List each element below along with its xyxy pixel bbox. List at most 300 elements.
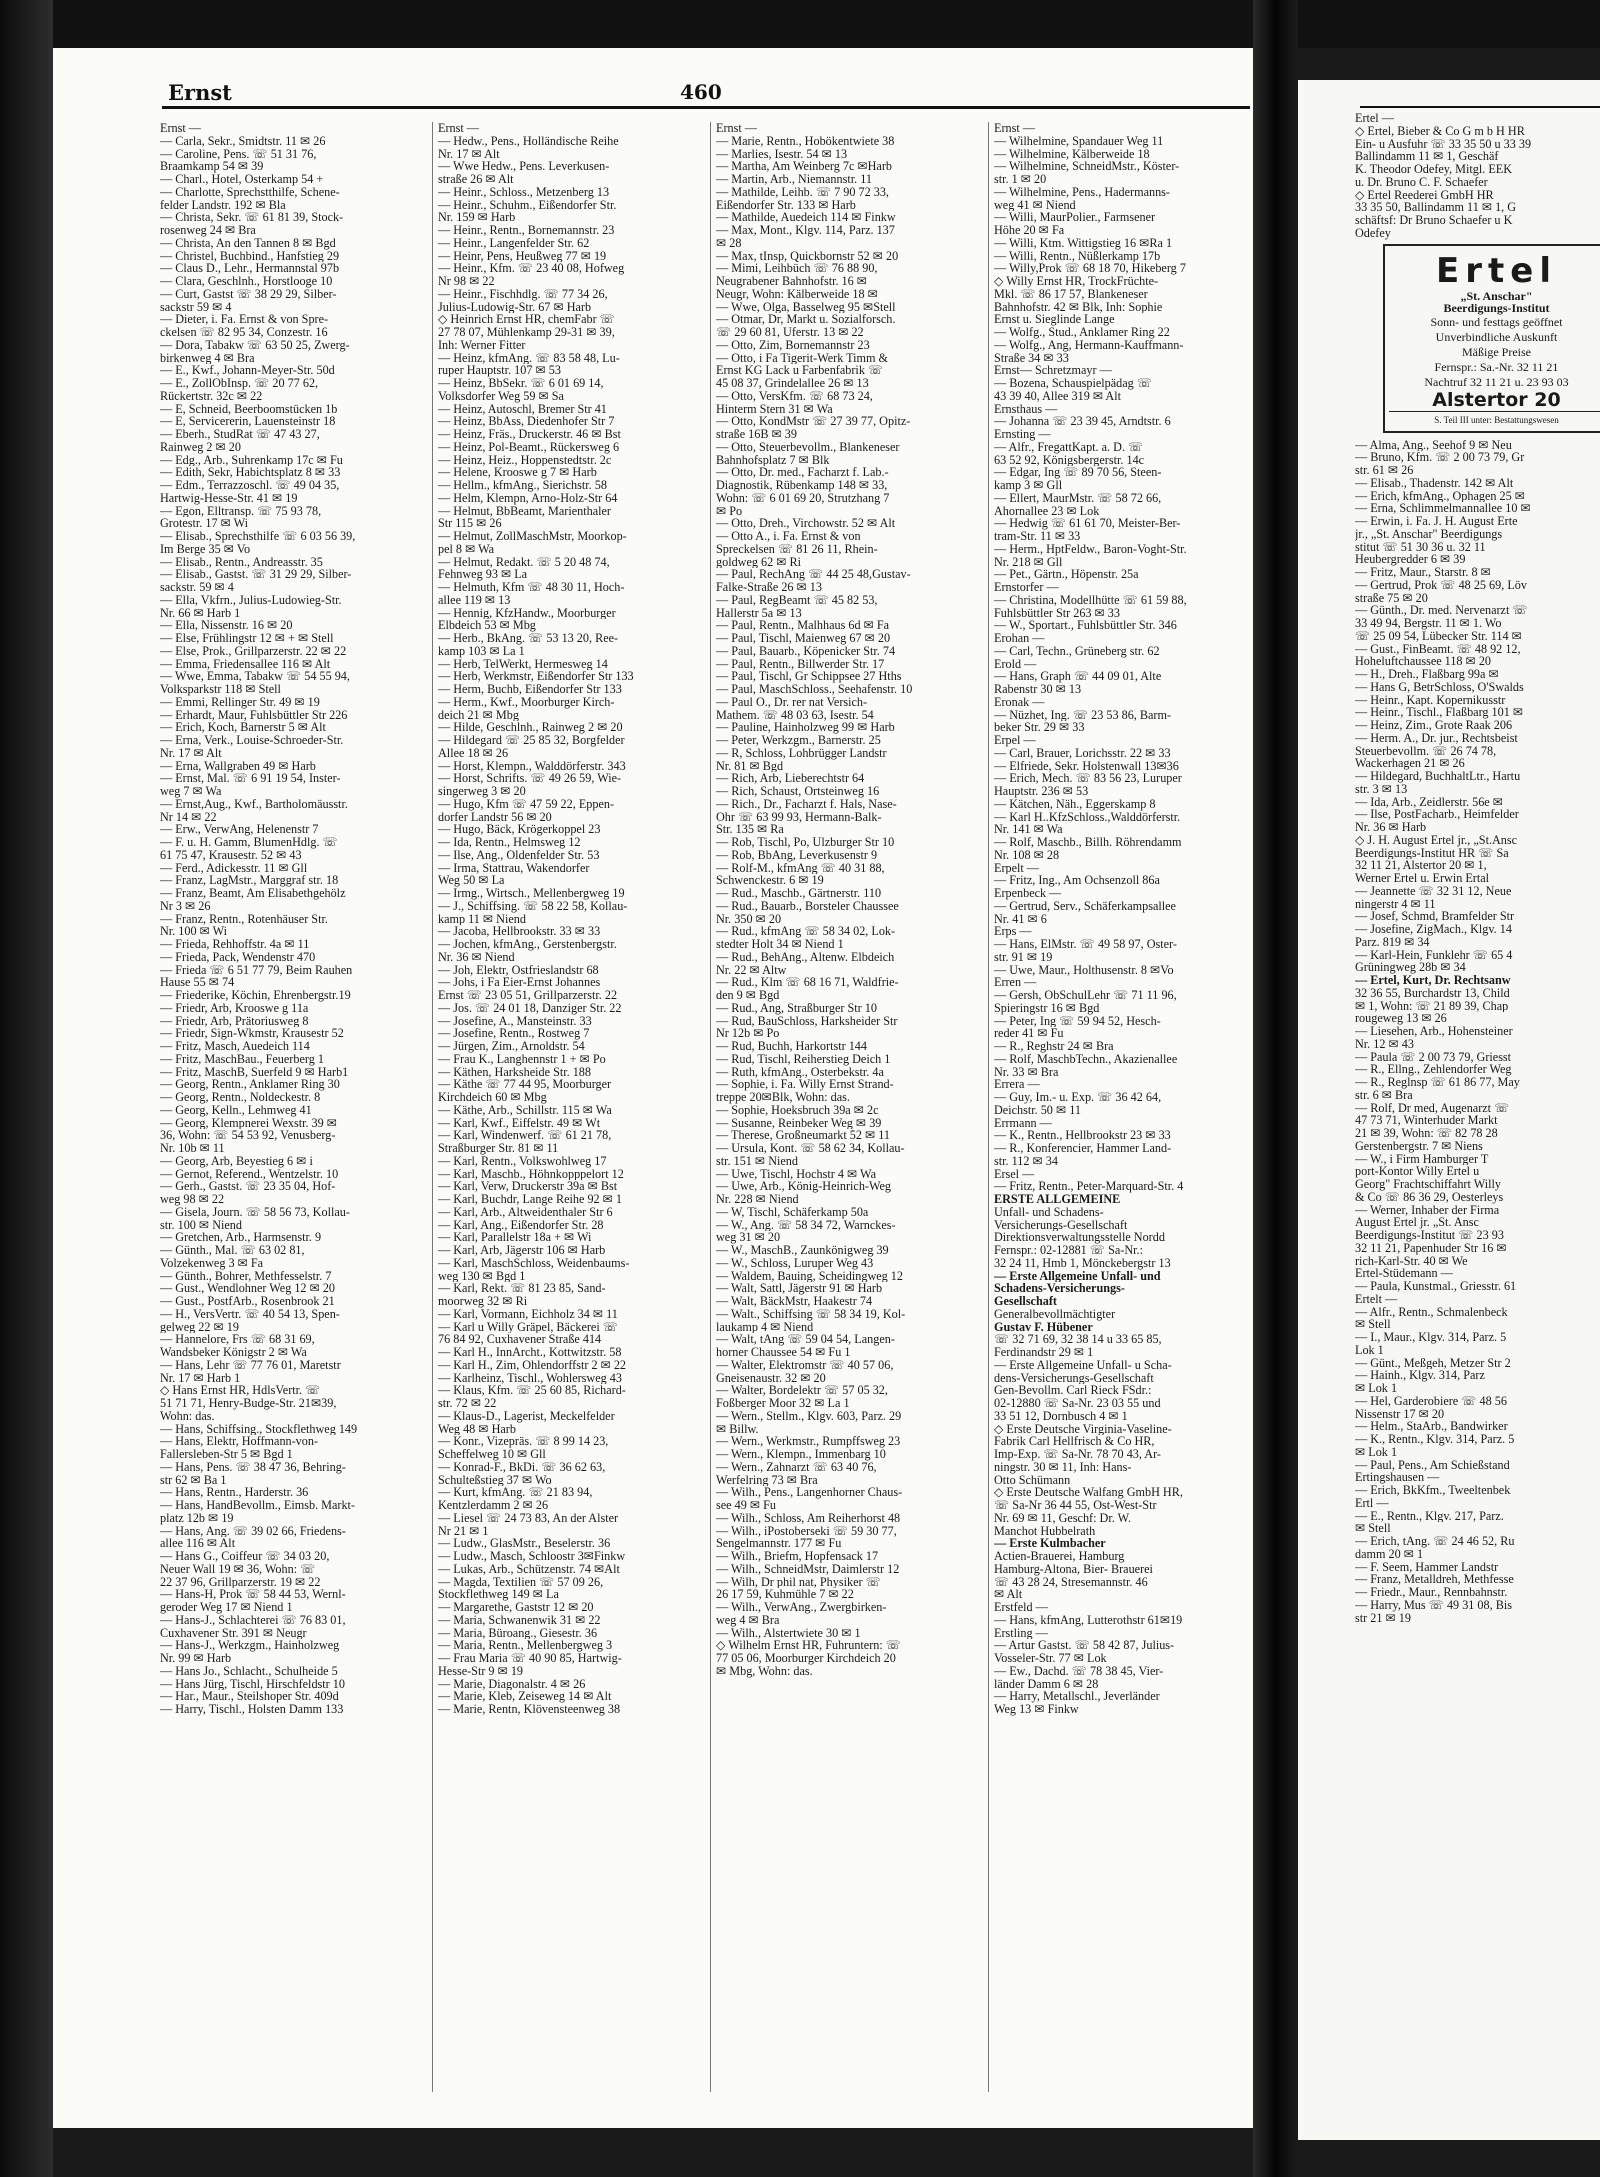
directory-entry: 26 17 59, Kuhmühle 7 ✉ 22 [716, 1588, 854, 1601]
directory-entry: — Carl, Techn., Grüneberg str. 62 [994, 644, 1160, 658]
directory-entry: weg 41 ✉ Niend [994, 198, 1076, 212]
directory-column-2 [438, 122, 706, 1716]
directory-entry: — Erich, Mech. ☏ 83 56 23, Luruper [994, 772, 1182, 785]
directory-entry: felder Landstr. 192 ✉ Bla [160, 198, 286, 212]
directory-entry: — Konrad-F., BkDi. ☏ 36 62 63, [438, 1460, 606, 1474]
directory-entry: — Werner, Inhaber der Firma [1355, 1203, 1500, 1217]
directory-entry: Nr. 22 ✉ Altw [716, 963, 787, 977]
directory-entry: — Rich, Schaust, Ortsteinweg 16 [716, 785, 880, 798]
directory-entry: ◇ Erste Deutsche Walfang GmbH HR, [994, 1486, 1183, 1499]
directory-entry: dens-Versicherungs-Gesellschaft [994, 1371, 1154, 1385]
directory-entry: Nr. 36 ✉ Harb [1355, 821, 1427, 834]
directory-entry: Schadens-Versicherungs- [994, 1282, 1125, 1295]
directory-entry: — Elisab., Thadenstr. 142 ✉ Alt [1355, 476, 1514, 490]
directory-entry: Ein- u Ausfuhr ☏ 33 35 50 u 33 39 [1355, 137, 1532, 151]
directory-entry: den 9 ✉ Bgd [716, 989, 780, 1002]
directory-entry: — Jochen, kfmAng., Gerstenbergstr. [438, 938, 617, 951]
directory-entry: — Günth., Mal. ☏ 63 02 81, [160, 1244, 305, 1257]
directory-entry: — Friedr, Arb, Krooswe g 11a [160, 1001, 309, 1015]
directory-entry: ◇ Hans Ernst HR, HdlsVertr. ☏ [160, 1384, 321, 1397]
directory-entry: — Hildegard ☏ 25 85 32, Borgfelder [438, 734, 625, 747]
directory-entry: Wandsbeker Königstr 2 ✉ Wa [160, 1346, 307, 1359]
directory-entry: — H., VersVertr. ☏ 40 54 13, Spen- [160, 1307, 340, 1321]
directory-entry: Weg 50 ✉ La [438, 874, 505, 887]
directory-entry: — Fritz, MaschB, Suerfeld 9 ✉ Harb1 [160, 1065, 349, 1079]
directory-entry: Sengelmannstr. 177 ✉ Fu [716, 1537, 842, 1550]
directory-entry: Ernst ☏ 23 05 51, Grillparzerstr. 22 [438, 989, 618, 1002]
directory-entry: weg 7 ✉ Wa [160, 785, 222, 798]
directory-entry: Spieringstr 16 ✉ Bgd [994, 1001, 1100, 1015]
directory-entry: — Uwe, Arb., König-Heinrich-Weg [716, 1180, 892, 1193]
directory-entry: — Käthen, Harksheide Str. 188 [438, 1065, 591, 1079]
directory-entry: — Hedw., Pens., Holländische Reihe [438, 134, 619, 148]
directory-entry: weg 4 ✉ Bra [716, 1613, 780, 1627]
directory-entry: — R., Konferencier, Hammer Land- [994, 1142, 1172, 1155]
directory-entry: — Rolf-M., kfmAng ☏ 40 31 88, [716, 861, 885, 875]
directory-entry: str. 100 ✉ Niend [160, 1218, 242, 1232]
directory-entry: jr., „St. Anschar" Beerdigungs [1355, 527, 1503, 541]
directory-entry: Nr. 228 ✉ Niend [716, 1193, 799, 1206]
directory-entry: — Hannelore, Frs ☏ 68 31 69, [160, 1333, 315, 1346]
directory-entry: str. 151 ✉ Niend [716, 1154, 798, 1168]
directory-entry: Neugrabener Bahnhofstr. 16 ✉ [716, 275, 868, 288]
directory-entry: — W., MaschB., Zaunkönigweg 39 [716, 1244, 889, 1257]
directory-entry: — Irmg., Wirtsch., Mellenbergweg 19 [438, 887, 625, 900]
directory-entry: — Ella, Vkfrn., Julius-Ludowieg-Str. [160, 593, 342, 607]
directory-entry: Mkl. ☏ 86 17 57, Blankeneser [994, 287, 1148, 301]
directory-entry: — Georg, Arb, Beyestieg 6 ✉ i [160, 1154, 313, 1168]
directory-entry: Rabenstr 30 ✉ 13 [994, 683, 1082, 696]
directory-entry: 02-12880 ☏ Sa-Nr. 23 03 55 und [994, 1397, 1161, 1410]
directory-entry: — Else, Frühlingstr 12 ✉ + ✉ Stell [160, 632, 334, 645]
directory-entry: & Co ☏ 86 36 29, Oesterleys [1355, 1190, 1504, 1204]
directory-entry: — Otto, i Fa Tigerit-Werk Timm & [716, 351, 889, 365]
directory-entry: — Helmut, ZollMaschMstr, Moorkop- [438, 530, 627, 543]
directory-entry: Nr. 17 ✉ Alt [438, 147, 500, 161]
directory-entry: stedter Holt 34 ✉ Niend 1 [716, 938, 844, 951]
directory-entry: — Wilhelmine, SchneidMstr., Köster- [994, 160, 1180, 173]
directory-entry: Hause 55 ✉ 74 [160, 976, 235, 989]
directory-entry: moorweg 32 ✉ Ri [438, 1295, 528, 1308]
directory-entry: — Rud., kfmAng ☏ 58 34 02, Lok- [716, 925, 896, 938]
directory-entry: — W., Sportart., Fuhlsbüttler Str. 346 [994, 619, 1177, 632]
directory-entry: straße 26 ✉ Alt [438, 173, 514, 186]
directory-entry: — Karl H., Zim, Ohlendorffstr 2 ✉ 22 [438, 1358, 627, 1372]
directory-entry: — Hilde, Geschlnh., Rainweg 2 ✉ 20 [438, 721, 623, 734]
directory-entry: — Paula ☏ 2 00 73 79, Griesst [1355, 1050, 1512, 1064]
directory-entry: August Ertel jr. „St. Ansc [1355, 1216, 1479, 1229]
directory-entry: ◇ Heinrich Ernst HR, chemFabr ☏ [438, 313, 615, 326]
directory-entry: — Heinz, Autoschl, Bremer Str 41 [438, 402, 607, 416]
directory-entry: singerweg 3 ✉ 20 [438, 785, 526, 798]
directory-entry: — Hans, ElMstr. ☏ 49 58 97, Oster- [994, 938, 1177, 951]
directory-entry: — Walt, BäckMstr, Haakestr 74 [716, 1295, 873, 1308]
directory-entry: — Gust., Wendlohner Weg 12 ✉ 20 [160, 1282, 336, 1295]
directory-entry: — Otto, VersKfm. ☏ 68 73 24, [716, 389, 873, 403]
directory-entry: — Rud., Klm ☏ 68 16 71, Waldfrie- [716, 976, 899, 989]
directory-entry: kamp 103 ✉ La 1 [438, 644, 525, 658]
directory-entry: ERSTE ALLGEMEINE [994, 1193, 1121, 1206]
directory-entry: horner Chaussee 54 ✉ Fu 1 [716, 1346, 851, 1359]
directory-entry: — Friederike, Köchin, Ehrenbergstr.19 [160, 989, 351, 1002]
directory-entry: — Martha, Am Weinberg 7c ✉Harb [716, 160, 892, 173]
directory-entry: — Wilh, Dr phil nat, Physiker ☏ [716, 1575, 881, 1589]
directory-entry: — Harry, Metallschl., Jeverländer [994, 1690, 1160, 1703]
directory-entry: u. Dr. Bruno C. F. Schaefer [1355, 175, 1488, 189]
directory-entry: see 49 ✉ Fu [716, 1499, 776, 1512]
directory-entry: Ernst KG Lack u Farbenfabrik ☏ [716, 364, 884, 377]
directory-entry: Direktionsverwaltungsstelle Nordd [994, 1231, 1165, 1244]
directory-entry: — Dieter, i. Fa. Ernst & von Spre- [160, 313, 329, 326]
directory-entry: — Wern., Stellm., Klgv. 603, Parz. 29 [716, 1409, 902, 1423]
directory-entry: — Johs, i Fa Eier-Ernst Johannes [438, 976, 601, 989]
directory-entry: — Karl, Ang., Eißendorfer Str. 28 [438, 1218, 604, 1232]
directory-entry: Nr. 159 ✉ Harb [438, 211, 516, 224]
directory-entry: — Ilse, Ang., Oldenfelder Str. 53 [438, 848, 600, 862]
directory-entry: 45 08 37, Grindelallee 26 ✉ 13 [716, 377, 869, 390]
directory-entry: — Susanne, Reinbeker Weg ✉ 39 [716, 1116, 882, 1130]
directory-entry: Ballindamm 11 ✉ 1, Geschäf [1355, 150, 1499, 163]
directory-entry: Kirchdeich 60 ✉ Mbg [438, 1091, 547, 1104]
directory-entry: — Wilhelmine, Spandauer Weg 11 [994, 134, 1164, 148]
surname-heading: Erren — [994, 976, 1037, 989]
directory-entry: 61 75 47, Krausestr. 52 ✉ 43 [160, 848, 302, 862]
directory-entry: weg 98 ✉ 22 [160, 1193, 225, 1206]
directory-entry: ningstr. 30 ✉ 11, Inh: Hans- [994, 1460, 1132, 1474]
directory-entry: — Elisab., Sprechsthilfe ☏ 6 03 56 39, [160, 530, 356, 543]
directory-entry: — Hans, Ang. ☏ 39 02 66, Friedens- [160, 1524, 346, 1538]
ad-line: Fernspr.: Sa.-Nr. 32 11 21 [1434, 360, 1559, 374]
directory-entry: beker Str. 29 ✉ 33 [994, 721, 1085, 734]
directory-entry: — Margarethe, Gaststr 12 ✉ 20 [438, 1601, 594, 1614]
directory-entry: — Paul, Rentn., Malhhaus 6d ✉ Fa [716, 619, 890, 632]
directory-entry: str. 112 ✉ 34 [994, 1154, 1058, 1168]
directory-entry: — Hans-J., Werkzgm., Hainholzweg [160, 1639, 340, 1652]
directory-entry: — Franz, Rentn., Rotenhäuser Str. [160, 912, 328, 926]
directory-entry: weg 31 ✉ 20 [716, 1231, 781, 1244]
directory-entry: — Gersh, ObSchulLehr ☏ 71 11 96, [994, 989, 1177, 1002]
directory-entry: 32 24 11, Hmb 1, Mönckebergstr 13 [994, 1256, 1171, 1270]
directory-entry: Scheffelweg 10 ✉ Gll [438, 1448, 546, 1461]
directory-entry: Generalbevollmächtigter [994, 1307, 1116, 1321]
directory-entry: — Paul O., Dr. rer nat Versich- [716, 695, 868, 709]
directory-entry: Volksparkstr 118 ✉ Stell [160, 683, 281, 696]
directory-entry: — Gust., FinBeamt. ☏ 48 92 12, [1355, 642, 1521, 656]
directory-entry: — Wilhelmine, Pens., Hadermanns- [994, 185, 1170, 199]
directory-entry: — Edgar, Ing ☏ 89 70 56, Steen- [994, 466, 1162, 479]
directory-entry: Kentzlerdamm 2 ✉ 26 [438, 1499, 549, 1512]
directory-entry: — Günth., Bohrer, Methfesselstr. 7 [160, 1269, 332, 1283]
directory-entry: 33 49 94, Bergstr. 11 ✉ 1. Wo [1355, 617, 1502, 630]
directory-entry: ☏ 29 60 81, Uferstr. 13 ✉ 22 [716, 326, 864, 339]
directory-entry: Inh: Werner Fitter [438, 338, 526, 352]
directory-entry: — Hans, Lehr ☏ 77 76 01, Maretstr [160, 1358, 341, 1372]
surname-heading: Erstfeld — [994, 1601, 1048, 1614]
directory-entry: — Heinr., Fischhdlg. ☏ 77 34 26, [438, 287, 608, 301]
directory-entry: — Heinz, BbSekr. ☏ 6 01 69 14, [438, 377, 604, 390]
directory-entry: — Gerh., Gastst. ☏ 23 35 04, Hof- [160, 1180, 336, 1193]
directory-entry: 43 39 40, Allee 319 ✉ Alt [994, 389, 1122, 403]
column-divider [710, 122, 711, 2092]
directory-entry: — Erste Allgemeine Unfall- u Scha- [994, 1358, 1172, 1372]
directory-entry: — Heinr., Schuhm., Eißendorfer Str. [438, 198, 617, 212]
directory-entry: 27 78 07, Mühlenkamp 29-31 ✉ 39, [438, 326, 615, 339]
directory-entry: Höhe 20 ✉ Fa [994, 224, 1065, 237]
ad-line: Nachtruf 32 11 21 u. 23 93 03 [1424, 375, 1569, 389]
directory-entry: — Gertrud, Prok ☏ 48 25 69, Löv [1355, 578, 1527, 592]
directory-entry: — Edm., Terrazzoschl. ☏ 49 04 35, [160, 479, 340, 492]
directory-entry: — Gertrud, Serv., Schäferkampsallee [994, 899, 1176, 913]
directory-entry: 47 73 71, Winterhuder Markt [1355, 1114, 1498, 1127]
directory-entry: — Rob, Tischl, Po, Ulzburger Str 10 [716, 836, 895, 849]
directory-entry: dorfer Landstr 56 ✉ 20 [438, 810, 552, 824]
directory-entry: 33 51 12, Dornbusch 4 ✉ 1 [994, 1409, 1128, 1423]
directory-entry: — Ida, Rentn., Helmsweg 12 [438, 836, 581, 849]
directory-entry: — Gust., PostfArb., Rosenbrook 21 [160, 1295, 335, 1308]
directory-entry: Stockflethweg 149 ✉ La [438, 1588, 559, 1601]
directory-entry: laukamp 4 ✉ Niend [716, 1320, 814, 1334]
surname-heading: Ertl — [1355, 1496, 1389, 1510]
directory-entry: Rückertstr. 32c ✉ 22 [160, 389, 263, 403]
directory-entry: — E., ZollObInsp. ☏ 20 77 62, [160, 377, 319, 390]
directory-entry: — Wwe Hedw., Pens. Leverkusen- [438, 160, 610, 173]
directory-entry: ✉ Billw. [716, 1422, 759, 1436]
directory-entry: — Friedr, Sign-Wkmstr, Krausestr 52 [160, 1027, 344, 1040]
scan-top-margin [53, 0, 1600, 48]
directory-entry: Imp-Exp. ☏ Sa-Nr. 78 70 43, Ar- [994, 1448, 1161, 1461]
ad-address: Alstertor 20 [1432, 389, 1561, 411]
directory-entry: — Konr., Vizepräs. ☏ 8 99 14 23, [438, 1435, 609, 1448]
directory-entry: Ferdinandstr 29 ✉ 1 [994, 1346, 1094, 1359]
directory-entry: — Alfr., FregattKapt. a. D. ☏ [994, 440, 1144, 454]
directory-entry: ☏ 25 09 54, Lübecker Str. 114 ✉ [1355, 629, 1522, 643]
directory-entry: — J., Schiffsing. ☏ 58 22 58, Kollau- [438, 899, 628, 913]
directory-entry: — Ludw., Masch, Schloostr 3✉Finkw [438, 1550, 626, 1563]
directory-entry: Nr. 33 ✉ Bra [994, 1065, 1059, 1079]
directory-entry: — Marie, Rentn., Hobökentwiete 38 [716, 134, 895, 148]
directory-entry: — Erna, Schlimmelmannallee 10 ✉ [1355, 502, 1531, 515]
directory-entry: — E., Kwf., Johann-Meyer-Str. 50d [160, 364, 335, 377]
directory-entry: Cuxhavener Str. 391 ✉ Neugr [160, 1626, 307, 1640]
directory-entry: — Josefine, ZigMach., Klgv. 14 [1355, 923, 1512, 936]
directory-entry: Werner Ertel u. Erwin Ertal [1355, 872, 1490, 885]
directory-entry: — Heinz, kfmAng. ☏ 83 58 48, Lu- [438, 351, 620, 365]
directory-entry: — W., Ang. ☏ 58 34 72, Warnckes- [716, 1218, 896, 1232]
directory-entry: — Klaus-D., Lagerist, Meckelfelder [438, 1409, 615, 1423]
directory-entry: 32 11 21, Alstertor 20 ✉ 1, [1355, 859, 1487, 872]
directory-entry: ningerstr 4 ✉ 11 [1355, 897, 1436, 911]
directory-entry: — Karl u Willy Gräpel, Bäckerei ☏ [438, 1320, 619, 1334]
directory-entry: platz 12b ✉ 19 [160, 1511, 234, 1525]
directory-entry: port-Kontor Willy Ertel u [1355, 1165, 1480, 1178]
directory-entry: 63 52 92, Königsbergerstr. 14c [994, 453, 1145, 467]
directory-entry: Nr. 12 ✉ 43 [1355, 1037, 1414, 1051]
directory-entry: — Frau K., Langhennstr 1 + ✉ Po [438, 1052, 606, 1066]
directory-entry: — Georg, Rentn., Noldeckestr. 8 [160, 1091, 321, 1104]
directory-entry: — Ella, Nissenstr. 16 ✉ 20 [160, 619, 293, 632]
directory-entry: — Rud., BehAng., Altenw. Elbdeich [716, 950, 895, 964]
directory-entry: — Pet., Gärtn., Höpenstr. 25a [994, 568, 1139, 581]
directory-entry: — Karl, Verw, Druckerstr 39a ✉ Bst [438, 1180, 618, 1193]
directory-entry: — Helm, Klempn, Arno-Holz-Str 64 [438, 491, 618, 505]
directory-entry: ✉ Po [716, 504, 743, 518]
directory-entry: str. 1 ✉ 20 [994, 173, 1047, 186]
directory-entry: Grüningweg 28b ✉ 34 [1355, 961, 1466, 974]
directory-entry: — Wolfg., Ang, Hermann-Kauffmann- [994, 338, 1184, 352]
directory-entry: — Wilhelmine, Kälberweide 18 [994, 147, 1150, 161]
directory-entry: — Helm., StaArb., Bandwirker [1355, 1420, 1508, 1433]
directory-entry: — Jürgen, Zim., Arnoldstr. 54 [438, 1040, 585, 1053]
directory-entry: — Charlotte, Sprechstthilfe, Schene- [160, 185, 340, 199]
directory-entry: Georg" Frachtschiffahrt Willy [1355, 1178, 1501, 1191]
directory-entry: — Hans G, BetrSchloss, O'Swalds [1355, 680, 1524, 694]
directory-entry: — Heinr., Rentn., Bornemannstr. 23 [438, 224, 615, 237]
directory-entry: str. 61 ✉ 26 [1355, 464, 1414, 477]
surname-heading: Erstling — [994, 1626, 1048, 1640]
directory-entry: Ohr ☏ 63 99 93, Hermann-Balk- [716, 810, 882, 824]
directory-entry: — Hans G., Coiffeur ☏ 34 03 20, [160, 1550, 330, 1563]
directory-entry: — Karl, Windenwerf. ☏ 61 21 78, [438, 1129, 612, 1142]
directory-entry: deich 21 ✉ Mbg [438, 708, 519, 722]
directory-entry: — Harry, Mus ☏ 49 31 08, Bis [1355, 1598, 1512, 1612]
directory-entry: — Franz, LagMstr., Marggraf str. 18 [160, 874, 339, 887]
directory-entry: — Fritz, Ing., Am Ochsenzoll 86a [994, 874, 1160, 887]
directory-entry: — Wilh., SchneidMstr, Daimlerstr 12 [716, 1562, 900, 1576]
directory-entry: — Heinr., Kapt. Kopernikusstr [1355, 693, 1506, 707]
directory-entry: ✉ Stell [1355, 1522, 1391, 1535]
directory-entry: — Heinr., Langenfelder Str. 62 [438, 236, 590, 250]
directory-entry: Odefey [1355, 226, 1391, 240]
directory-entry: — Karl, Kwf., Eiffelstr. 49 ✉ Wt [438, 1116, 601, 1130]
directory-entry: Falke-Straße 26 ✉ 13 [716, 581, 822, 594]
directory-entry: — Ertel, Kurt, Dr. Rechtsanw [1355, 974, 1511, 987]
directory-entry: — Wilh., iPostoberseki ☏ 59 30 77, [716, 1524, 897, 1538]
directory-entry: — Sophie, Hoeksbruch 39a ✉ 2c [716, 1103, 879, 1117]
directory-entry: — Nüzhet, Ing. ☏ 23 53 86, Barm- [994, 708, 1172, 722]
directory-entry: — Walter, Bordelektr ☏ 57 05 32, [716, 1384, 888, 1397]
directory-entry: — Herb, TelWerkt, Hermesweg 14 [438, 657, 608, 671]
directory-entry: Parz. 819 ✉ 34 [1355, 935, 1430, 949]
directory-entry: — Georg, Kelln., Lehmweg 41 [160, 1103, 312, 1117]
directory-entry: — Wilh., Pens., Langenhorner Chaus- [716, 1486, 903, 1499]
directory-entry: — Heinr., Tischl., Flaßbarg 101 ✉ [1355, 706, 1524, 719]
ad-subtitle-2: Beerdigungs-Institut [1443, 301, 1550, 316]
directory-entry: — Elisab., Rentn., Andreasstr. 35 [160, 555, 323, 569]
directory-entry: Straßburger Str. 81 ✉ 11 [438, 1142, 559, 1155]
surname-heading: Ertingshausen — [1355, 1471, 1440, 1484]
directory-entry: — Hans, Pens. ☏ 38 47 36, Behring- [160, 1460, 346, 1474]
directory-entry: — Hildegard, BuchhaltLtr., Hartu [1355, 770, 1521, 783]
directory-entry: Hauptstr. 236 ✉ 53 [994, 785, 1089, 798]
directory-entry: — Mimi, Leihbüch ☏ 76 88 90, [716, 262, 878, 275]
directory-entry: — Hugo, Bäck, Krögerkoppel 23 [438, 823, 601, 836]
directory-entry: — Hedwig ☏ 61 61 70, Meister-Ber- [994, 517, 1181, 530]
directory-entry: 32 36 55, Burchardstr 13, Child [1355, 986, 1510, 1000]
directory-entry: — Ida, Arb., Zeidlerstr. 56e ✉ [1355, 795, 1503, 809]
directory-entry: Heubergredder 6 ✉ 39 [1355, 553, 1466, 566]
directory-entry: schäftsf: Dr Bruno Schaefer u K [1355, 214, 1513, 227]
directory-entry: str 62 ✉ Ba 1 [160, 1473, 227, 1487]
directory-entry: — Karl-Hein, Funklehr ☏ 65 4 [1355, 948, 1513, 962]
directory-entry: — Christa, An den Tannen 8 ✉ Bgd [160, 236, 336, 250]
ad-line: Sonn- und festtags geöffnet [1430, 315, 1563, 329]
directory-entry: Wohn: ☏ 6 01 69 20, Strutzhang 7 [716, 491, 890, 505]
directory-entry: — Walt, tAng ☏ 59 04 54, Langen- [716, 1333, 895, 1346]
directory-entry: — Paula, Kunstmal., Griesstr. 61 [1355, 1280, 1517, 1293]
directory-entry: — Herm, Buchb, Eißendorfer Str 133 [438, 683, 622, 696]
directory-entry: Fabrik Carl Hellfrisch & Co HR, [994, 1435, 1155, 1448]
directory-entry: ◇ Ertel, Bieber & Co G m b H HR [1355, 124, 1525, 138]
directory-entry: — Rud., Ang, Straßburger Str 10 [716, 1001, 877, 1015]
directory-entry: Grotestr. 17 ✉ Wi [160, 517, 249, 530]
directory-entry: 36, Wohn: ☏ 54 53 92, Venusberg- [160, 1129, 336, 1142]
directory-entry: — Maria, Büroang., Giesestr. 36 [438, 1626, 598, 1640]
directory-entry: Nr 98 ✉ 22 [438, 275, 495, 288]
directory-entry: gelweg 22 ✉ 19 [160, 1320, 239, 1334]
directory-entry: — Mathilde, Leihb. ☏ 7 90 72 33, [716, 185, 889, 199]
directory-entry: — Alfr., Rentn., Schmalenbeck [1355, 1305, 1508, 1319]
directory-entry: — Magda, Textilien ☏ 57 09 26, [438, 1575, 604, 1589]
directory-entry: ◇ Erste Deutsche Virginia-Vaseline- [994, 1422, 1172, 1436]
directory-entry: — Maria, Rentn., Mellenbergweg 3 [438, 1639, 613, 1652]
directory-entry: — Paul, Rentn., Billwerder Str. 17 [716, 657, 885, 671]
directory-entry: Julius-Ludowig-Str. 67 ✉ Harb [438, 300, 592, 314]
directory-entry: — Wolfg., Stud., Anklamer Ring 22 [994, 326, 1170, 339]
directory-entry: Im Berge 35 ✉ Vo [160, 542, 251, 556]
directory-entry: K. Theodor Odefey, Mitgl. EEK [1355, 163, 1513, 176]
surname-heading: Ernst— Schretzmayr — [994, 364, 1112, 377]
directory-entry: ✉ Lok 1 [1355, 1382, 1398, 1395]
directory-entry: — Liesel ☏ 24 73 83, An der Alster [438, 1511, 619, 1525]
directory-entry: — Otto, Steuerbevollm., Blankeneser [716, 440, 900, 454]
directory-entry: pel 8 ✉ Wa [438, 542, 495, 556]
directory-entry: Nr 14 ✉ 22 [160, 810, 217, 824]
directory-entry: Allee 18 ✉ 26 [438, 746, 509, 760]
directory-entry: Mathem. ☏ 48 03 63, Isestr. 54 [716, 708, 874, 722]
directory-entry: — R., Reghstr 24 ✉ Bra [994, 1040, 1114, 1053]
directory-entry: — Fritz, Maur., Starstr. 8 ✉ [1355, 566, 1491, 579]
directory-entry: 51 71 71, Henry-Budge-Str. 21✉39, [160, 1397, 337, 1410]
directory-entry: — Paul, RegBeamt ☏ 45 82 53, [716, 593, 878, 607]
directory-entry: 21 ✉ 39, Wohn: ☏ 82 78 28 [1355, 1127, 1498, 1140]
directory-entry: — Hans Jo., Schlacht., Schulheide 5 [160, 1664, 338, 1678]
directory-entry: — Herm. A., Dr. jur., Rechtsbeist [1355, 731, 1518, 745]
directory-entry: Nr. 100 ✉ Wi [160, 925, 228, 938]
directory-entry: — Egon, Elltransp. ☏ 75 93 78, [160, 504, 322, 518]
surname-heading: Ernst — [160, 122, 201, 135]
directory-entry: Lok 1 [1355, 1343, 1384, 1357]
directory-entry: straße 16B ✉ 39 [716, 428, 797, 441]
directory-entry: Diagnostik, Rübenkamp 148 ✉ 33, [716, 479, 888, 492]
directory-entry: — R., Ellng., Zehlendorfer Weg [1355, 1063, 1512, 1076]
directory-entry: Nr 3 ✉ 26 [160, 899, 211, 913]
directory-entry: — Herb, Werkmstr, Eißendorfer Str 133 [438, 670, 634, 683]
directory-entry: Gen-Bevollm. Carl Rieck FSdr.: [994, 1384, 1152, 1397]
directory-entry: Schulteßstieg 37 ✉ Wo [438, 1473, 552, 1487]
directory-entry: — Peter, Ing ☏ 59 94 52, Hesch- [994, 1014, 1161, 1028]
directory-entry: — Paul, RechAng ☏ 44 25 48,Gustav- [716, 568, 911, 581]
directory-entry: weg 130 ✉ Bgd 1 [438, 1269, 526, 1283]
directory-entry: — Otto, Dr. med., Facharzt f. Lab.- [716, 466, 889, 479]
directory-entry: — Wwe, Emma, Tabakw ☏ 54 55 94, [160, 670, 350, 683]
directory-entry: ckelsen ☏ 82 95 34, Conzestr. 16 [160, 326, 328, 339]
directory-entry: — Karl, Rentn., Volkswohlweg 17 [438, 1154, 607, 1168]
directory-entry: Weg 48 ✉ Harb [438, 1422, 516, 1436]
directory-entry: 76 84 92, Cuxhavener Straße 414 [438, 1333, 602, 1346]
directory-entry: — Georg, Klempnerei Wexstr. 39 ✉ [160, 1116, 338, 1130]
column-divider [432, 122, 433, 2092]
directory-entry: — W., i Firm Hamburger T [1355, 1152, 1489, 1166]
